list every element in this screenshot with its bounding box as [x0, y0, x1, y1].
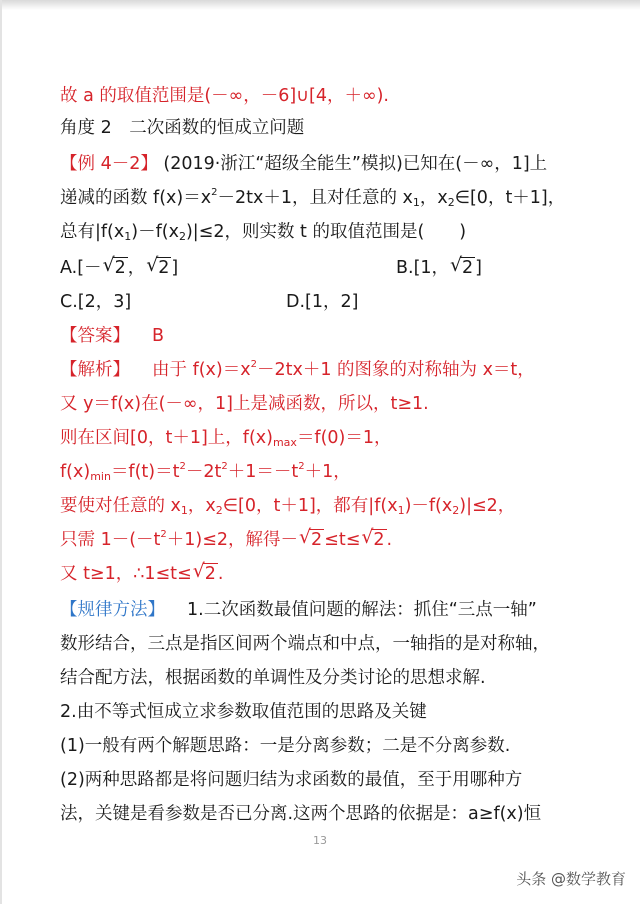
sqrt	[299, 528, 324, 552]
analysis-line-2	[60, 392, 620, 416]
text: B.[1，	[396, 258, 450, 278]
radicand: 2	[158, 258, 170, 278]
section-heading	[60, 116, 620, 140]
superscript: 2	[160, 529, 167, 540]
analysis-tag: 【解析】	[60, 360, 130, 380]
text: (2)两种思路都是将问题归结为求函数的最值，至于用哪种方	[60, 770, 523, 790]
analysis-line-5	[60, 494, 620, 518]
options-row-1	[60, 256, 620, 280]
text: ]	[171, 258, 179, 278]
option-a	[60, 258, 178, 278]
text: (1)一般有两个解题思路：一是分离参数；二是不分离参数.	[60, 736, 511, 756]
text: 故 a 的取值范围是(－∞，－6]∪[4，＋∞).	[60, 86, 389, 106]
subscript: 1	[397, 504, 405, 517]
text: A.[－	[60, 258, 102, 278]
method-line-1	[60, 598, 620, 622]
superscript: 2	[179, 461, 186, 472]
analysis-line-1	[60, 358, 620, 382]
subscript: 1	[412, 196, 420, 209]
text: )－f(x	[404, 496, 453, 516]
text: 要使对任意的 x	[60, 496, 181, 516]
option-d: D.[1，2]	[286, 292, 359, 312]
text: ≤t≤	[324, 530, 361, 550]
text: 角度 2 二次函数的恒成立问题	[60, 118, 305, 138]
radicand: 2	[373, 530, 385, 550]
sqrt	[146, 256, 171, 280]
top-shadow	[0, 0, 640, 10]
text: 数形结合，三点是指区间两个端点和中点，一轴指的是对称轴，	[60, 634, 550, 654]
text: ]	[475, 258, 482, 278]
text: 又 t≥1，∴1≤t≤	[60, 564, 192, 584]
text: ＋1)≤2，解得－	[166, 530, 299, 550]
text: 由于 f(x)＝x	[152, 360, 251, 380]
text: (2019·浙江“超级全能生”模拟)已知在(－∞，1]上	[163, 154, 548, 174]
method-line-3	[60, 666, 620, 690]
text: 结合配方法，根据函数的单调性及分类讨论的思想求解.	[60, 668, 486, 688]
radicand: 2	[462, 258, 474, 278]
method-tag: 【规律方法】	[60, 600, 165, 620]
text: 总有|f(x	[60, 222, 125, 242]
answer-tag: 【答案】	[60, 326, 130, 346]
text: －2tx＋1，且对任意的 x	[217, 188, 413, 208]
method-line-4	[60, 700, 620, 724]
subscript: min	[90, 470, 111, 483]
superscript: 2	[298, 461, 305, 472]
text: ＋1，	[304, 462, 351, 482]
superscript: 2	[221, 461, 228, 472]
answer-line	[60, 324, 620, 348]
radicand: 2	[204, 564, 216, 584]
method-line-2	[60, 632, 620, 656]
sqrt	[361, 528, 386, 552]
text: －2tx＋1 的图象的对称轴为 x＝t，	[256, 360, 535, 380]
text: ，x	[187, 496, 216, 516]
subscript: 2	[178, 230, 186, 243]
text: 又 y＝f(x)在(－∞，1]上是减函数，所以，t≥1.	[60, 394, 429, 414]
page-number: 13	[313, 834, 327, 847]
text: )－f(x	[131, 222, 179, 242]
text: 法，关键是看参数是否已分离.这两个思路的依据是：a≥f(x)恒	[60, 804, 542, 824]
subscript: 1	[180, 504, 188, 517]
text: ，x	[419, 188, 448, 208]
text: 只需 1－(－t	[60, 530, 161, 550]
analysis-line-4	[60, 460, 620, 484]
example-line-2	[60, 186, 620, 210]
subscript: max	[272, 436, 297, 449]
analysis-line-6	[60, 528, 620, 552]
method-line-7	[60, 802, 620, 826]
text: ＝f(0)＝1，	[296, 428, 392, 448]
method-line-6	[60, 768, 620, 792]
text: ∈[0，t＋1]，	[454, 188, 566, 208]
superscript: 2	[211, 187, 218, 198]
text: ∈[0，t＋1]，都有|f(x	[222, 496, 398, 516]
text: 2.由不等式恒成立求参数取值范围的思路及关键	[60, 702, 427, 722]
sqrt	[103, 256, 128, 280]
option-b	[396, 256, 482, 280]
text: .	[217, 564, 224, 584]
method-line-5	[60, 734, 620, 758]
text: 则在区间[0，t＋1]上，f(x)	[60, 428, 273, 448]
analysis-line-7	[60, 562, 620, 586]
watermark	[516, 868, 626, 889]
text: ＋1＝－t	[227, 462, 299, 482]
subscript: 2	[215, 504, 223, 517]
text: f(x)	[60, 462, 91, 482]
option-c: C.[2，3]	[60, 292, 132, 312]
options-row-2	[60, 290, 620, 314]
previous-answer-line	[60, 84, 620, 108]
text: ＝f(t)＝t	[110, 462, 180, 482]
text: ，	[127, 258, 146, 278]
superscript: 2	[250, 359, 257, 370]
subscript: 2	[447, 196, 455, 209]
radicand: 2	[311, 530, 323, 550]
subscript: 2	[452, 504, 460, 517]
radicand: 2	[114, 258, 126, 278]
answer-value: B	[152, 326, 165, 346]
example-line-1	[60, 152, 620, 176]
text: .	[386, 530, 393, 550]
text: 递减的函数 f(x)＝x	[60, 188, 212, 208]
sqrt	[450, 256, 475, 280]
example-line-3	[60, 220, 620, 244]
page-edge	[0, 0, 2, 904]
example-tag: 【例 4－2】	[60, 154, 158, 174]
watermark-text: 头条 @数学教育	[516, 870, 626, 888]
sqrt	[193, 562, 218, 586]
text: 1.二次函数最值问题的解法：抓住“三点一轴”	[187, 600, 537, 620]
subscript: 1	[124, 230, 132, 243]
analysis-line-3	[60, 426, 620, 450]
text: )|≤2，	[459, 496, 516, 516]
text: )|≤2，则实数 t 的取值范围是( )	[185, 222, 467, 242]
text: －2t	[185, 462, 222, 482]
